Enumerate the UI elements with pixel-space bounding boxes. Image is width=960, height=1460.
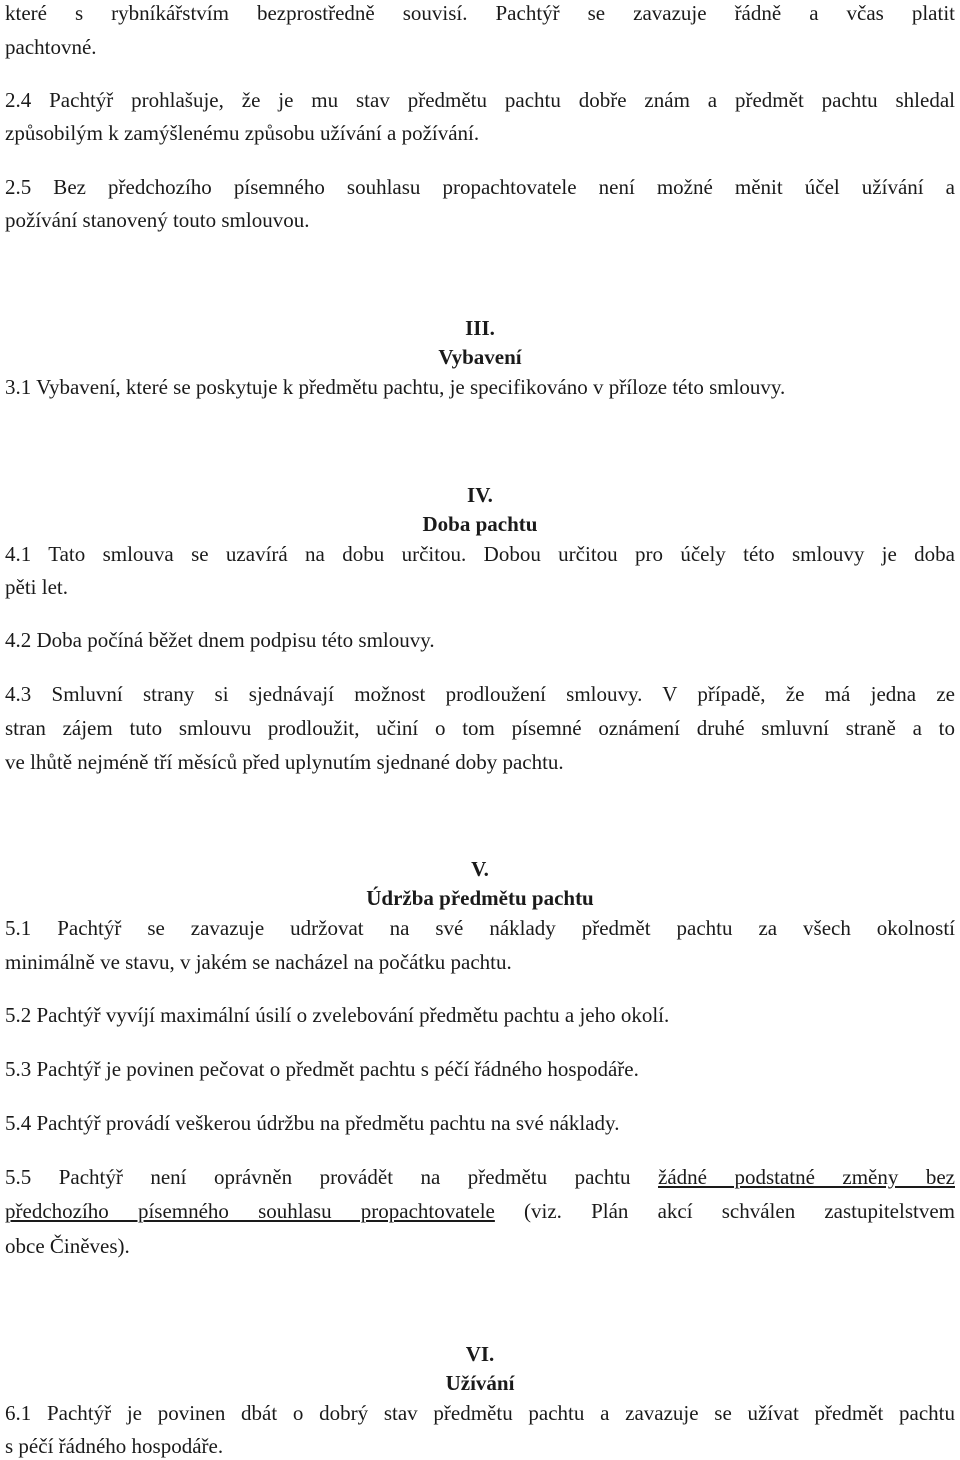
paragraph-4-3-line-3: ve lhůtě nejméně tří měsíců před uplynutím sjednané doby pachtu.	[5, 750, 564, 774]
paragraph-5-1-line-1: 5.1 Pachtýř se zavazuje udržovat na své náklady předmět pachtu za všech okolností	[5, 916, 955, 940]
paragraph-4-1-line-1: 4.1 Tato smlouva se uzavírá na dobu určitou. Dobou určitou pro účely této smlouvy je doba	[5, 542, 955, 566]
paragraph-5-5-text: 5.5 Pachtýř není oprávněn provádět na předmětu pachtu	[5, 1165, 659, 1189]
section-6-title: Užívání	[445, 1371, 515, 1395]
paragraph-5-1-line-2: minimálně ve stavu, v jakém se nacházel na počátku pachtu.	[5, 950, 512, 974]
section-6-number: VI.	[465, 1342, 495, 1366]
paragraph-6-1-line-1: 6.1 Pachtýř je povinen dbát o dobrý stav předmětu pachtu a zavazuje se užívat předmět pachtu	[5, 1401, 955, 1425]
paragraph-2-4-line-1: 2.4 Pachtýř prohlašuje, že je mu stav předmětu pachtu dobře znám a předmět pachtu shledal	[5, 88, 955, 112]
paragraph-5-5-underlined-text: předchozího písemného souhlasu propachtovatele	[5, 1199, 495, 1223]
paragraph-4-1-line-2: pěti let.	[5, 575, 68, 599]
paragraph-2-3-line-1: které s rybníkářstvím bezprostředně souvisí. Pachtýř se zavazuje řádně a včas platit	[5, 1, 955, 25]
paragraph-3-1: 3.1 Vybavení, které se poskytuje k předmětu pachtu, je specifikováno v příloze této smlouvy.	[5, 375, 786, 399]
section-5-number: V.	[471, 857, 489, 881]
paragraph-2-3-line-2: pachtovné.	[5, 35, 97, 59]
section-5-title: Údržba předmětu pachtu	[366, 886, 594, 910]
paragraph-2-5-line-2: požívání stanovený touto smlouvou.	[5, 208, 310, 232]
section-4-number: IV.	[467, 483, 493, 507]
paragraph-6-1-line-2: s péčí řádného hospodáře.	[5, 1434, 224, 1458]
section-3-number: III.	[465, 316, 495, 340]
paragraph-2-4-line-2: způsobilým k zamýšlenému způsobu užívání a požívání.	[5, 121, 480, 145]
paragraph-4-2: 4.2 Doba počíná běžet dnem podpisu této smlouvy.	[5, 628, 435, 652]
paragraph-5-5-line-2	[5, 1198, 955, 1224]
paragraph-5-5-underlined-text: žádné podstatné změny bez	[658, 1165, 955, 1189]
paragraph-5-3: 5.3 Pachtýř je povinen pečovat o předmět pachtu s péčí řádného hospodáře.	[5, 1057, 639, 1081]
paragraph-5-5-line-3: obce Činěves).	[5, 1234, 130, 1258]
section-4-title: Doba pachtu	[422, 512, 538, 536]
paragraph-2-5-line-1: 2.5 Bez předchozího písemného souhlasu propachtovatele není možné měnit účel užívání a	[5, 175, 955, 199]
paragraph-5-4: 5.4 Pachtýř provádí veškerou údržbu na předmětu pachtu na své náklady.	[5, 1111, 620, 1135]
section-3-title: Vybavení	[438, 345, 522, 369]
paragraph-4-3-line-1: 4.3 Smluvní strany si sjednávají možnost prodloužení smlouvy. V případě, že má jedna ze	[5, 682, 955, 706]
paragraph-5-5-line-1	[5, 1164, 955, 1190]
paragraph-4-3-line-2: stran zájem tuto smlouvu prodloužit, učiní o tom písemné oznámení druhé smluvní straně a to	[5, 716, 955, 740]
paragraph-5-2: 5.2 Pachtýř vyvíjí maximální úsilí o zvelebování předmětu pachtu a jeho okolí.	[5, 1003, 670, 1027]
paragraph-5-5-text: (viz. Plán akcí schválen zastupitelstvem	[494, 1199, 955, 1223]
